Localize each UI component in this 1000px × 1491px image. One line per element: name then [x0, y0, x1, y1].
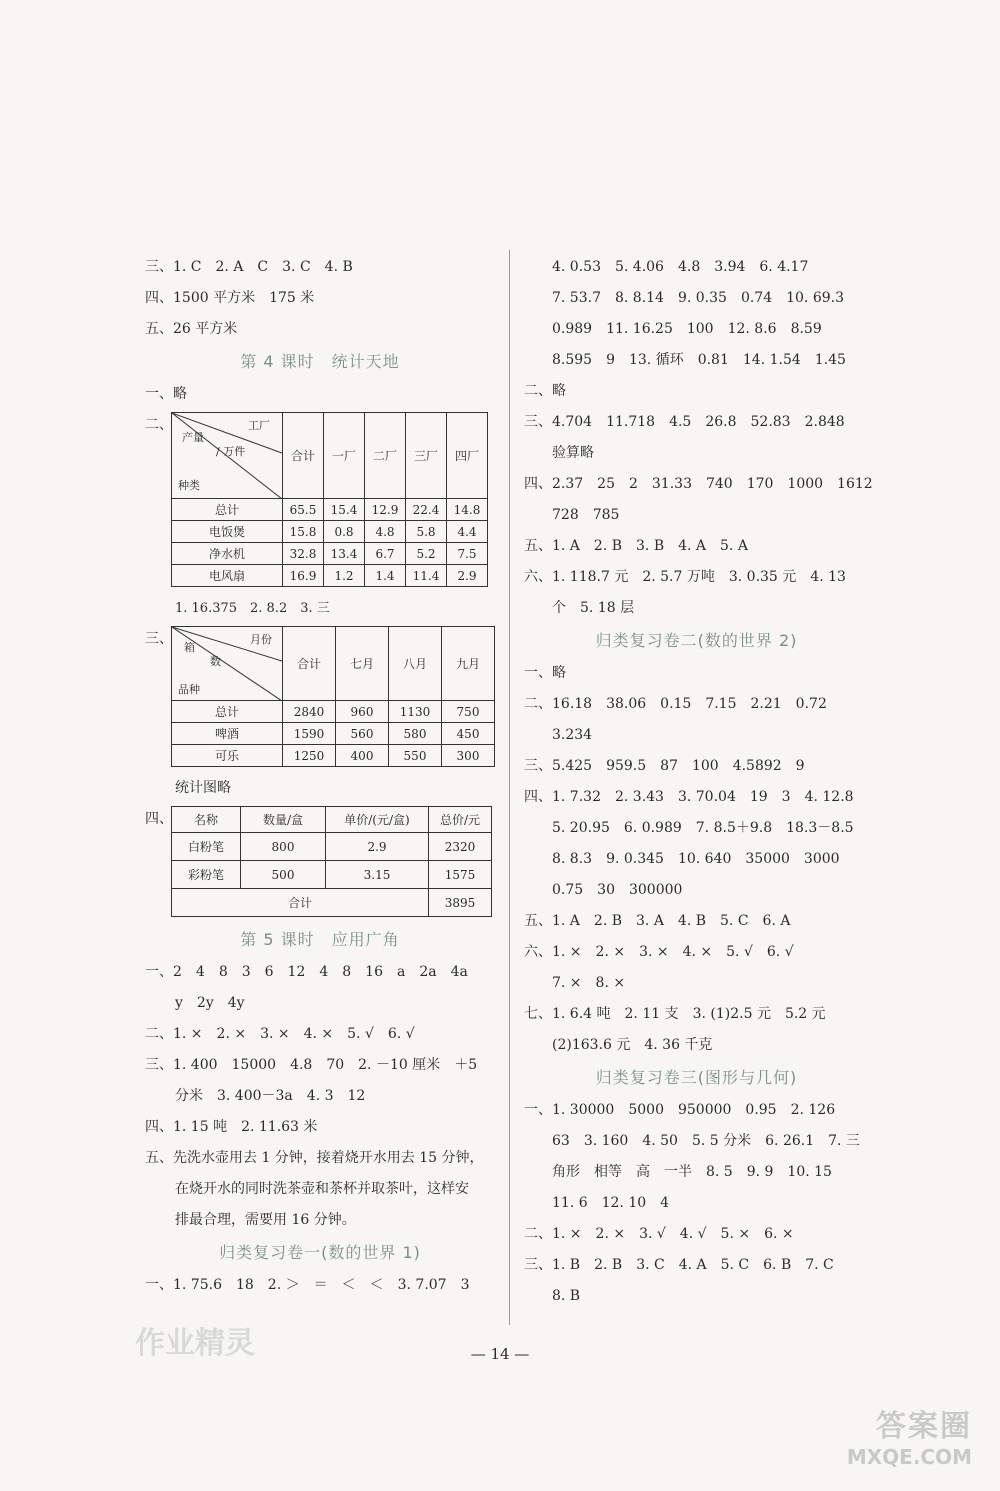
- table-cell: 800: [241, 833, 326, 861]
- diagonal-header-cell: [172, 413, 283, 499]
- table-cell: 12.9: [365, 499, 406, 521]
- table-row: [172, 565, 488, 587]
- column-header: 数量/盒: [241, 807, 326, 833]
- answer-line: 一、1. 30000 5000 950000 0.95 2. 126: [524, 1102, 836, 1118]
- table-cell: 300: [442, 745, 495, 767]
- row-label: 可乐: [172, 745, 283, 767]
- row-label: 总计: [172, 701, 283, 723]
- section-title: 归类复习卷三(图形与几何): [595, 1068, 798, 1087]
- answer-line: 4. 0.53 5. 4.06 4.8 3.94 6. 4.17: [552, 259, 809, 275]
- answer-line: 五、先洗水壶用去 1 分钟，接着烧开水用去 15 分钟，: [145, 1150, 484, 1166]
- answer-line: 四、1500 平方米 175 米: [145, 290, 315, 306]
- table-cell: 1.4: [365, 565, 406, 587]
- table-cell: 1250: [283, 745, 336, 767]
- table-cell: 560: [336, 723, 389, 745]
- answer-line: 分米 3. 400－3a 4. 3 12: [175, 1088, 366, 1104]
- answer-line: 三、1. B 2. B 3. C 4. A 5. C 6. B 7. C: [524, 1257, 834, 1273]
- table-cell: 65.5: [283, 499, 324, 521]
- answer-line: 3.234: [552, 727, 593, 743]
- table-cell: 1575: [429, 861, 492, 889]
- diagonal-label-bottom: 品种: [178, 683, 200, 696]
- answer-line: 7. 53.7 8. 8.14 9. 0.35 0.74 10. 69.3: [552, 290, 844, 306]
- table-cell: 32.8: [283, 543, 324, 565]
- production-table: [171, 412, 488, 587]
- column-header: 七月: [336, 627, 389, 701]
- answer-line: 五、1. A 2. B 3. B 4. A 5. A: [524, 538, 748, 554]
- table-row: [172, 833, 492, 861]
- answer-line: 11. 6 12. 10 4: [552, 1195, 670, 1211]
- section-title: 归类复习卷一(数的世界 1): [219, 1243, 421, 1262]
- answer-line: y 2y 4y: [175, 995, 245, 1011]
- column-header: 八月: [389, 627, 442, 701]
- answer-line: 四、1. 15 吨 2. 11.63 米: [145, 1119, 318, 1135]
- answer-line: 三、5.425 959.5 87 100 4.5892 9: [524, 758, 805, 774]
- column-header: 总价/元: [429, 807, 492, 833]
- diagonal-label-mid: 箱: [184, 641, 195, 654]
- diagonal-label-top: 工厂: [248, 419, 270, 432]
- column-header: 九月: [442, 627, 495, 701]
- answer-line: 8. 8.3 9. 0.345 10. 640 35000 3000: [552, 851, 840, 867]
- answer-line: 63 3. 160 4. 50 5. 5 分米 6. 26.1 7. 三: [552, 1133, 860, 1149]
- left-column: [145, 252, 495, 1301]
- answer-line: 一、2 4 8 3 6 12 4 8 16 a 2a 4a: [145, 964, 468, 980]
- table-cell: 2.9: [326, 833, 429, 861]
- answer-line: 7. × 8. ×: [552, 975, 626, 991]
- table-cell: 5.2: [406, 543, 447, 565]
- answer-line: 六、1. 118.7 元 2. 5.7 万吨 3. 0.35 元 4. 13: [524, 569, 846, 585]
- table-cell: 14.8: [447, 499, 488, 521]
- table-cell: 1130: [389, 701, 442, 723]
- answer-line: 728 785: [552, 507, 620, 523]
- answer-line: 三、1. C 2. A C 3. C 4. B: [145, 259, 353, 275]
- table-cell: 1.2: [324, 565, 365, 587]
- answer-line: 二、1. × 2. × 3. × 4. × 5. √ 6. √: [145, 1026, 415, 1042]
- column-header: 合计: [283, 413, 324, 499]
- table-cell: 15.4: [324, 499, 365, 521]
- row-label: 电风扇: [172, 565, 283, 587]
- total-value: 3895: [429, 889, 492, 917]
- answer-line: 统计图略: [175, 780, 231, 796]
- table-cell: 500: [241, 861, 326, 889]
- table-cell: 彩粉笔: [172, 861, 241, 889]
- answer-line: 五、26 平方米: [145, 321, 238, 337]
- row-label: 总计: [172, 499, 283, 521]
- answer-line: 排最合理，需要用 16 分钟。: [175, 1212, 356, 1228]
- site-logo: [847, 1401, 972, 1469]
- answer-line: 四、1. 7.32 2. 3.43 3. 70.04 19 3 4. 12.8: [524, 789, 854, 805]
- answer-line: 二、16.18 38.06 0.15 7.15 2.21 0.72: [524, 696, 827, 712]
- table-cell: 5.8: [406, 521, 447, 543]
- table-cell: 0.8: [324, 521, 365, 543]
- answer-line: 8. B: [552, 1288, 581, 1304]
- diagonal-header-cell: [172, 627, 283, 701]
- table-row: [172, 889, 492, 917]
- answer-line: 一、略: [524, 665, 566, 681]
- question-2-block: [145, 412, 495, 587]
- diagonal-label-mid2: / 万件: [216, 445, 246, 458]
- table-row: [172, 745, 495, 767]
- right-column: [524, 252, 873, 1312]
- column-header: 二厂: [365, 413, 406, 499]
- table-row: [172, 499, 488, 521]
- answer-line: 5. 20.95 6. 0.989 7. 8.5＋9.8 18.3－8.5: [552, 820, 854, 836]
- question-label: 三、: [145, 631, 173, 647]
- table-cell: 750: [442, 701, 495, 723]
- answer-line: (2)163.6 元 4. 36 千克: [552, 1037, 713, 1053]
- answer-line: 8.595 9 13. 循环 0.81 14. 1.54 1.45: [552, 352, 846, 368]
- answer-line: 七、1. 6.4 吨 2. 11 支 3. (1)2.5 元 5.2 元: [524, 1006, 826, 1022]
- column-header: 名称: [172, 807, 241, 833]
- table-row: [172, 521, 488, 543]
- table-cell: 3.15: [326, 861, 429, 889]
- answer-line: 三、4.704 11.718 4.5 26.8 52.83 2.848: [524, 414, 845, 430]
- answer-line: 六、1. × 2. × 3. × 4. × 5. √ 6. √: [524, 944, 794, 960]
- table-cell: 16.9: [283, 565, 324, 587]
- column-header: 合计: [283, 627, 336, 701]
- logo-url: MXQE.COM: [846, 1445, 972, 1469]
- row-label: 净水机: [172, 543, 283, 565]
- answer-line: 一、略: [145, 386, 187, 402]
- diagonal-label-mid2: 数: [210, 655, 221, 668]
- table-cell: 13.4: [324, 543, 365, 565]
- table-cell: 400: [336, 745, 389, 767]
- table-cell: 450: [442, 723, 495, 745]
- section-title: 第 4 课时 统计天地: [240, 352, 400, 371]
- answer-line: 1. 16.375 2. 8.2 3. 三: [175, 601, 330, 616]
- answer-line: 二、1. × 2. × 3. √ 4. √ 5. × 6. ×: [524, 1226, 794, 1242]
- table-row: [172, 701, 495, 723]
- table-cell: 2.9: [447, 565, 488, 587]
- answer-line: 个 5. 18 层: [552, 600, 635, 616]
- diagonal-label-bottom: 种类: [178, 479, 200, 492]
- question-label: 二、: [145, 417, 173, 433]
- answer-line: 一、1. 75.6 18 2. ＞ ＝ ＜ ＜ 3. 7.07 3: [145, 1277, 470, 1293]
- answer-line: 三、1. 400 15000 4.8 70 2. －10 厘米 ＋5: [145, 1057, 478, 1073]
- table-row: [172, 861, 492, 889]
- answer-line: 角形 相等 高 一半 8. 5 9. 9 10. 15: [552, 1164, 832, 1180]
- table-cell: 白粉笔: [172, 833, 241, 861]
- question-3-block: [145, 626, 495, 767]
- table-cell: 4.8: [365, 521, 406, 543]
- table-cell: 4.4: [447, 521, 488, 543]
- table-cell: 7.5: [447, 543, 488, 565]
- logo-text: 答案圈: [876, 1409, 972, 1444]
- table-cell: 960: [336, 701, 389, 723]
- answer-line: 四、2.37 25 2 31.33 740 170 1000 1612: [524, 476, 873, 492]
- table-cell: 2320: [429, 833, 492, 861]
- table-cell: 11.4: [406, 565, 447, 587]
- answer-line: 五、1. A 2. B 3. A 4. B 5. C 6. A: [524, 913, 791, 929]
- answer-line: 二、略: [524, 383, 566, 399]
- column-header: 三厂: [406, 413, 447, 499]
- section-title: 归类复习卷二(数的世界 2): [595, 631, 798, 650]
- table-row: [172, 543, 488, 565]
- page-number: — 14 —: [470, 1345, 530, 1363]
- table-cell: 580: [389, 723, 442, 745]
- answer-line: 0.989 11. 16.25 100 12. 8.6 8.59: [552, 321, 822, 337]
- total-label: 合计: [172, 889, 429, 917]
- faded-watermark: 作业精灵: [135, 1326, 255, 1361]
- row-label: 电饭煲: [172, 521, 283, 543]
- answer-line: 0.75 30 300000: [552, 882, 683, 898]
- row-label: 啤酒: [172, 723, 283, 745]
- diagonal-label-mid: 产量: [182, 431, 204, 444]
- table-cell: 15.8: [283, 521, 324, 543]
- column-divider: [509, 250, 510, 1325]
- table-cell: 6.7: [365, 543, 406, 565]
- column-header: 四厂: [447, 413, 488, 499]
- table-row: [172, 723, 495, 745]
- section-title: 第 5 课时 应用广角: [240, 930, 400, 949]
- question-label: 四、: [145, 811, 173, 827]
- table-cell: 550: [389, 745, 442, 767]
- table-cell: 1590: [283, 723, 336, 745]
- sales-table: [171, 626, 495, 767]
- answer-line: 在烧开水的同时洗茶壶和茶杯并取茶叶，这样安: [175, 1181, 469, 1197]
- answer-line: 验算略: [552, 445, 594, 461]
- table-cell: 22.4: [406, 499, 447, 521]
- column-header: 单价/(元/盒): [326, 807, 429, 833]
- diagonal-label-top: 月份: [250, 633, 272, 646]
- column-header: 一厂: [324, 413, 365, 499]
- chalk-table: [171, 806, 492, 917]
- table-cell: 2840: [283, 701, 336, 723]
- question-4-block: [145, 806, 495, 917]
